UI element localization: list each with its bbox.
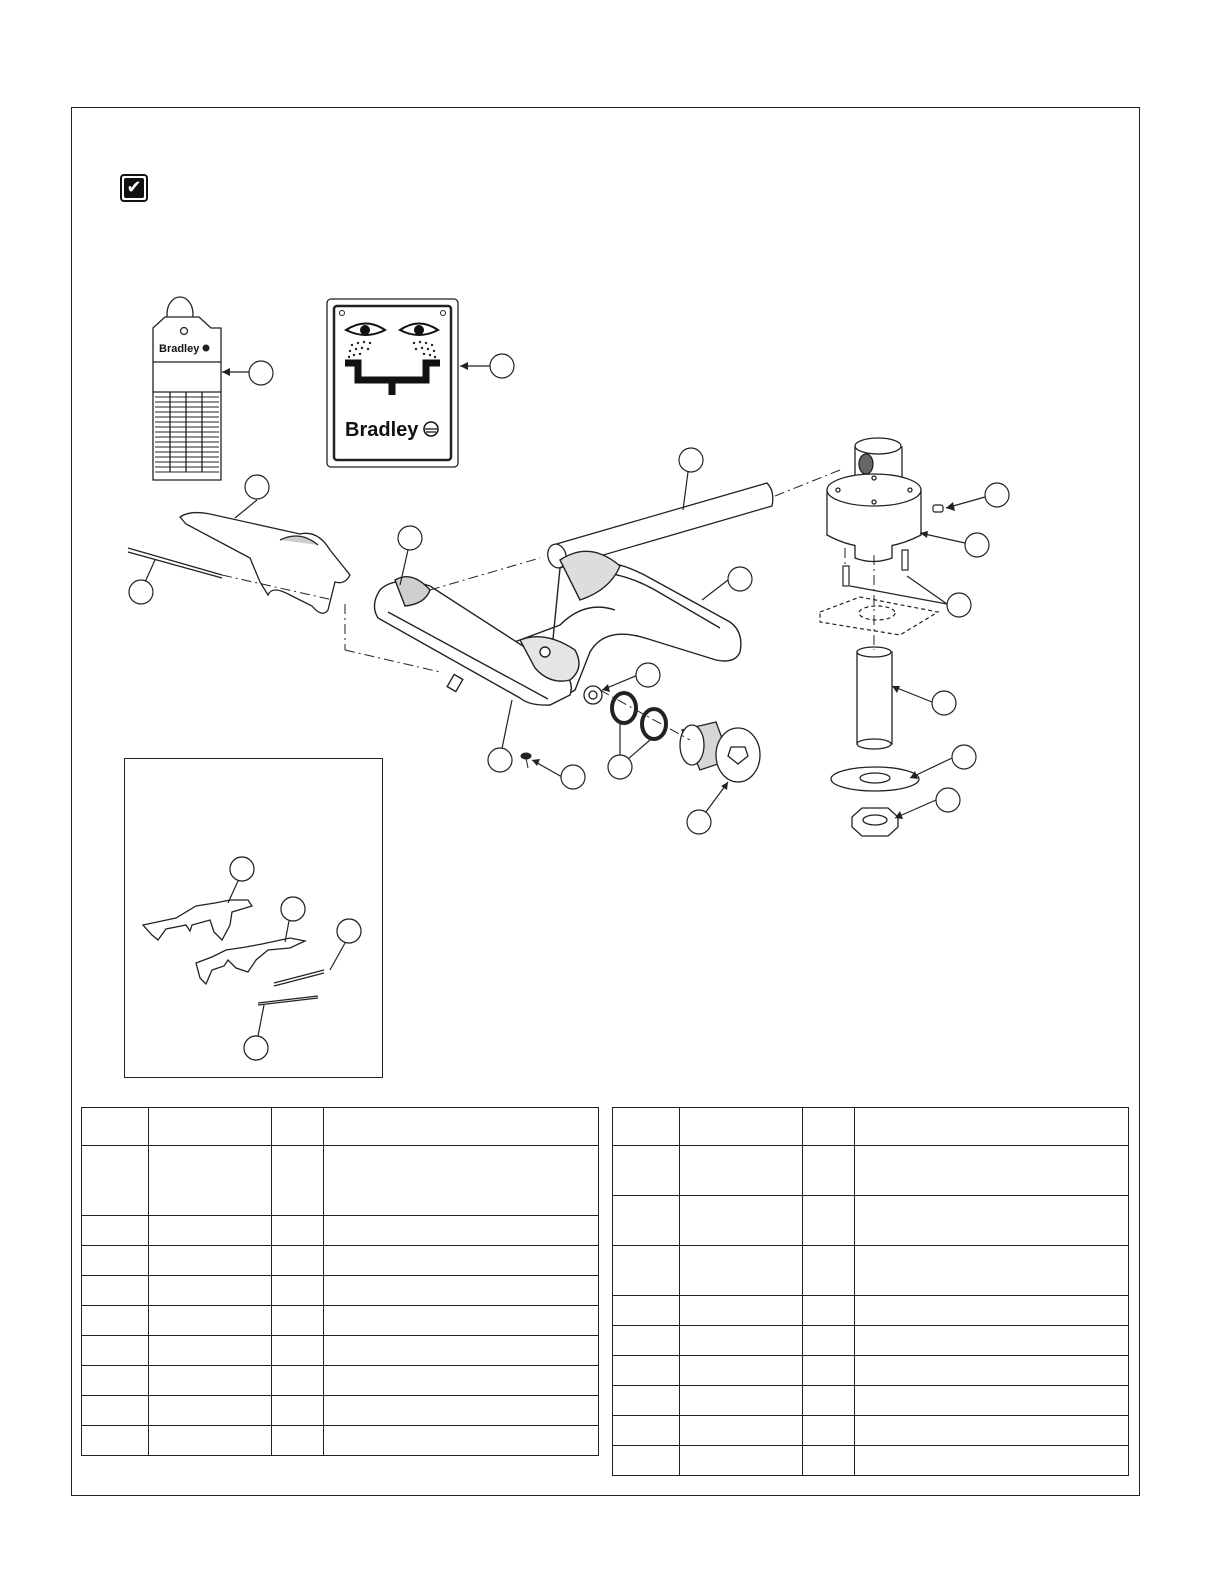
table-row <box>82 1396 599 1426</box>
table-cell-qty <box>803 1446 855 1476</box>
table-cell-desc <box>324 1306 599 1336</box>
table-cell-part <box>680 1296 803 1326</box>
table-cell-part <box>149 1108 272 1146</box>
table-cell-item <box>82 1396 149 1426</box>
parts-table-left <box>81 1107 599 1456</box>
table-cell-qty <box>272 1276 324 1306</box>
table-cell-item <box>82 1276 149 1306</box>
table-cell-desc <box>324 1366 599 1396</box>
inspection-tag <box>153 297 221 480</box>
table-row <box>82 1216 599 1246</box>
table-cell-item <box>613 1386 680 1416</box>
table-row <box>613 1246 1129 1296</box>
table-row <box>613 1326 1129 1356</box>
check-icon: ✔ <box>124 178 144 198</box>
table-cell-part <box>149 1426 272 1456</box>
table-cell-part <box>680 1196 803 1246</box>
parts-table-right <box>612 1107 1129 1476</box>
mounting-plate <box>820 597 938 635</box>
table-row <box>613 1356 1129 1386</box>
table-cell-item <box>82 1146 149 1216</box>
table-cell-item <box>82 1246 149 1276</box>
table-cell-part <box>680 1146 803 1196</box>
table-cell-qty <box>803 1296 855 1326</box>
tag-brand-logo-icon <box>203 345 210 352</box>
table-cell-item <box>82 1426 149 1456</box>
table-cell-desc <box>324 1146 599 1216</box>
table-cell-part <box>149 1246 272 1276</box>
spray-head-yoke <box>374 551 740 705</box>
table-cell-item <box>613 1146 680 1196</box>
table-cell-desc <box>324 1336 599 1366</box>
table-cell-qty <box>272 1396 324 1426</box>
table-cell-item <box>613 1196 680 1246</box>
table-cell-qty <box>272 1426 324 1456</box>
table-cell-part <box>680 1416 803 1446</box>
table-cell-desc <box>855 1416 1129 1446</box>
table-cell-part <box>680 1246 803 1296</box>
table-cell-desc <box>855 1356 1129 1386</box>
table-row <box>82 1108 599 1146</box>
table-cell-desc <box>855 1446 1129 1476</box>
valve-plug <box>680 722 760 782</box>
set-screw <box>933 505 943 512</box>
table-cell-item <box>82 1366 149 1396</box>
table-row <box>613 1416 1129 1446</box>
table-cell-qty <box>272 1366 324 1396</box>
inset-rod <box>258 996 318 1005</box>
table-row <box>82 1276 599 1306</box>
table-cell-desc <box>324 1276 599 1306</box>
table-cell-qty <box>272 1336 324 1366</box>
inset-pin <box>274 970 324 986</box>
table-cell-desc <box>324 1216 599 1246</box>
table-row <box>82 1306 599 1336</box>
table-cell-desc <box>855 1326 1129 1356</box>
table-cell-desc <box>855 1246 1129 1296</box>
table-cell-item <box>82 1336 149 1366</box>
table-cell-qty <box>803 1386 855 1416</box>
table-cell-qty <box>803 1108 855 1146</box>
table-cell-part <box>680 1108 803 1146</box>
table-row <box>82 1246 599 1276</box>
table-cell-part <box>680 1446 803 1476</box>
sign-brand-text: Bradley <box>345 419 419 441</box>
table-cell-part <box>680 1386 803 1416</box>
table-cell-qty <box>272 1108 324 1146</box>
table-cell-item <box>82 1216 149 1246</box>
table-cell-qty <box>272 1306 324 1336</box>
table-cell-desc <box>324 1426 599 1456</box>
table-cell-part <box>149 1146 272 1216</box>
table-row <box>82 1336 599 1366</box>
table-cell-item <box>613 1246 680 1296</box>
table-cell-qty <box>803 1246 855 1296</box>
table-cell-part <box>680 1326 803 1356</box>
table-row <box>613 1296 1129 1326</box>
flange-washer <box>831 767 919 791</box>
table-row <box>613 1446 1129 1476</box>
table-cell-desc <box>324 1396 599 1426</box>
phillips-screw <box>521 753 531 768</box>
table-cell-desc <box>855 1146 1129 1196</box>
riser-pipe <box>857 647 892 749</box>
table-cell-desc <box>855 1386 1129 1416</box>
table-cell-qty <box>272 1246 324 1276</box>
table-cell-desc <box>855 1296 1129 1326</box>
table-row <box>82 1426 599 1456</box>
table-row <box>613 1386 1129 1416</box>
table-cell-part <box>149 1276 272 1306</box>
detail-inset-drawing <box>124 758 383 1078</box>
table-cell-qty <box>272 1216 324 1246</box>
table-row <box>82 1366 599 1396</box>
inset-cover-plate <box>143 900 252 940</box>
table-cell-desc <box>324 1246 599 1276</box>
table-row <box>613 1108 1129 1146</box>
table-cell-item <box>613 1108 680 1146</box>
table-cell-item <box>82 1306 149 1336</box>
table-cell-qty <box>803 1326 855 1356</box>
table-cell-desc <box>324 1108 599 1146</box>
inset-gasket <box>196 938 305 984</box>
table-cell-desc <box>855 1108 1129 1146</box>
table-row <box>613 1196 1129 1246</box>
table-cell-part <box>149 1306 272 1336</box>
tag-brand-text: Bradley <box>159 343 200 355</box>
table-cell-qty <box>803 1356 855 1386</box>
table-cell-part <box>149 1336 272 1366</box>
table-cell-part <box>680 1356 803 1386</box>
table-cell-part <box>149 1366 272 1396</box>
table-row <box>613 1146 1129 1196</box>
inlet-body <box>827 438 921 562</box>
hex-nut <box>852 808 898 836</box>
table-cell-item <box>613 1296 680 1326</box>
table-cell-item <box>82 1108 149 1146</box>
valve-bushing <box>584 686 602 704</box>
table-cell-qty <box>803 1196 855 1246</box>
table-cell-item <box>613 1416 680 1446</box>
table-cell-qty <box>272 1146 324 1216</box>
pin-rod <box>128 548 222 578</box>
table-cell-item <box>613 1356 680 1386</box>
table-cell-part <box>149 1216 272 1246</box>
table-cell-qty <box>803 1416 855 1446</box>
table-cell-item <box>613 1326 680 1356</box>
eyewash-sign <box>327 299 458 467</box>
table-cell-qty <box>803 1146 855 1196</box>
table-cell-item <box>613 1446 680 1476</box>
table-row <box>82 1146 599 1216</box>
table-cell-desc <box>855 1196 1129 1246</box>
table-cell-part <box>149 1396 272 1426</box>
